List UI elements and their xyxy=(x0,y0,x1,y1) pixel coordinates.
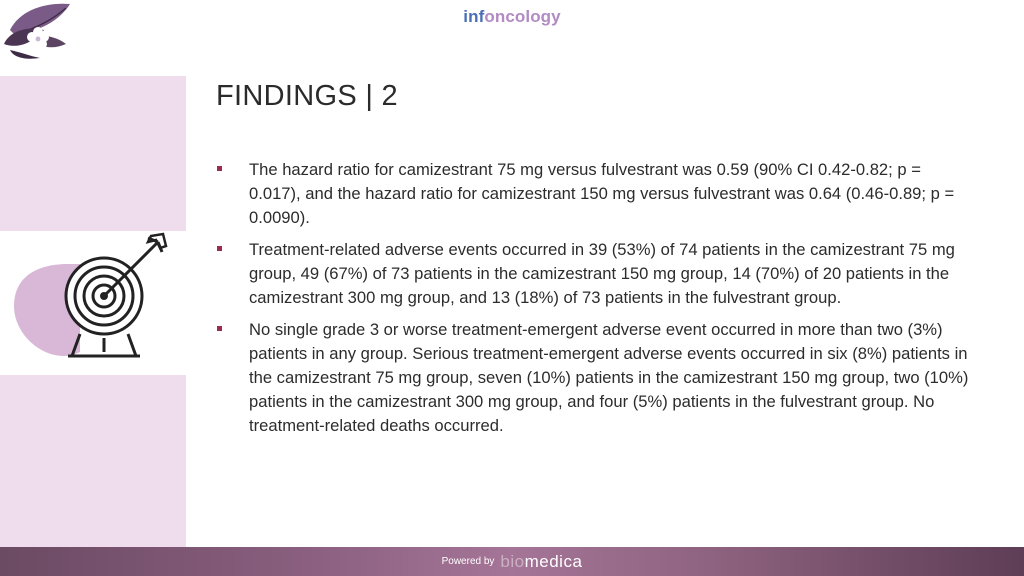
list-item xyxy=(214,158,974,230)
target-arrow-icon xyxy=(8,226,183,366)
square-bullet-icon xyxy=(217,326,222,331)
brand-part-2: oncology xyxy=(484,7,561,26)
page-title: FINDINGS | 2 xyxy=(216,80,398,112)
list-item xyxy=(214,318,974,438)
powered-by-label: Powered by xyxy=(441,556,495,567)
left-panel-top xyxy=(0,76,186,231)
bullet-text: No single grade 3 or worse treatment-emergent adverse event occurred in more than two (3%) patients in any group. Serious treatment-emergent adverse events occurred in six (8%) patients in the camizestrant 75 mg group, seven (10%) patients in the camizestrant 150 mg group, two (10%) patients in the camizestrant 300 mg group, and four (5%) patients in the fulvestrant group. No treatment-related deaths occurred. xyxy=(249,320,969,435)
footer-wordmark-suffix: medica xyxy=(524,551,583,571)
footer-bar xyxy=(0,547,1024,576)
bullet-text: The hazard ratio for camizestrant 75 mg versus fulvestrant was 0.59 (90% CI 0.42-0.82; p = 0.017), and the hazard ratio for camizestrant 150 mg versus fulvestrant was 0.64 (0.46-0.89; p = 0.0090). xyxy=(249,160,955,227)
footer-branding xyxy=(0,547,1024,576)
list-item xyxy=(214,238,974,310)
bullet-text: Treatment-related adverse events occurred in 39 (53%) of 74 patients in the camizestrant 75 mg group, 49 (67%) of 73 patients in the camizestrant 150 mg group, 14 (70%) of 20 patients in the camizestrant 300 mg group, and 13 (18%) of 73 patients in the fulvestrant group. xyxy=(249,240,955,307)
footer-wordmark xyxy=(500,552,582,572)
square-bullet-icon xyxy=(217,166,222,171)
square-bullet-icon xyxy=(217,246,222,251)
footer-wordmark-prefix: bio xyxy=(500,551,525,571)
brand-wordmark xyxy=(0,7,1024,27)
left-panel-bottom xyxy=(0,375,186,547)
findings-list xyxy=(214,158,974,446)
brand-part-1: inf xyxy=(463,7,485,26)
